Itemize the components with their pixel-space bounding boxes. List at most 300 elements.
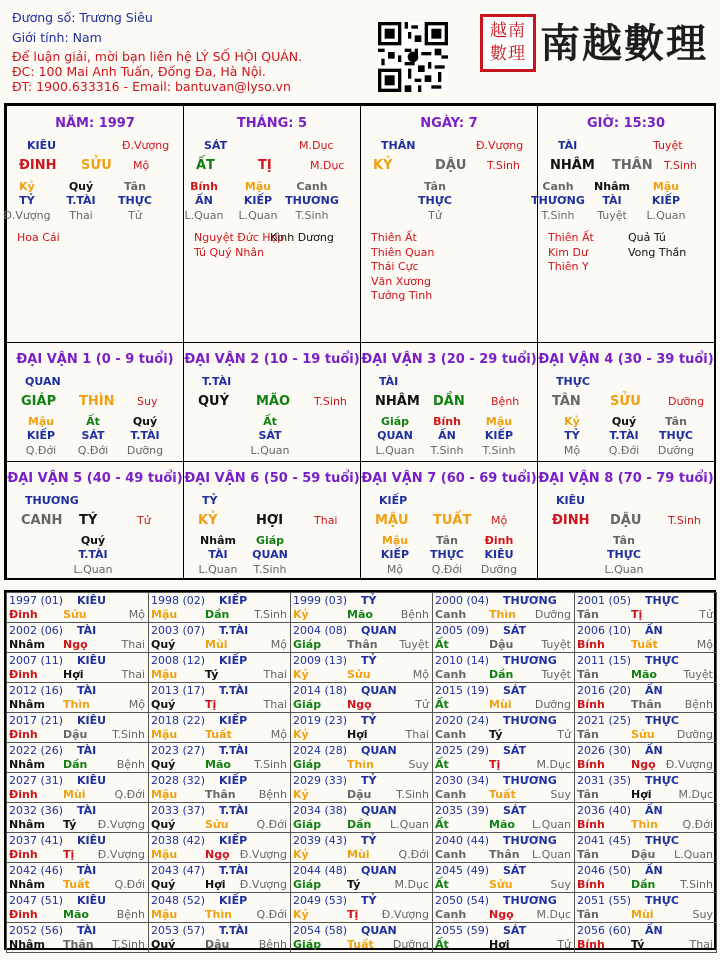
luck-hidden-state: T.Sinh bbox=[253, 563, 287, 576]
year-god: KIẾP bbox=[219, 774, 248, 787]
year-branch: Tị bbox=[347, 908, 359, 921]
year-stem: Nhâm bbox=[9, 638, 45, 651]
year-stem: Bính bbox=[577, 938, 605, 951]
year-label: 2008 (12) bbox=[151, 654, 206, 667]
year-state: Đ.Vượng bbox=[239, 848, 287, 861]
year-god: KIẾP bbox=[219, 594, 248, 607]
year-branch: Ngọ bbox=[63, 638, 88, 651]
luck-state: Tử bbox=[137, 514, 151, 527]
luck-stem: GIÁP bbox=[21, 394, 57, 409]
year-cell bbox=[148, 862, 291, 893]
year-stem: Canh bbox=[435, 848, 467, 861]
luck-title: ĐẠI VẬN 8 (70 - 79 tuổi) bbox=[538, 471, 714, 486]
year-branch: Ngọ bbox=[205, 848, 230, 861]
year-state: M.Dục bbox=[678, 788, 713, 801]
year-god: ẤN bbox=[645, 744, 663, 757]
year-god: TỶ bbox=[361, 894, 377, 907]
year-label: 2048 (52) bbox=[151, 894, 206, 907]
year-god: T.TÀI bbox=[219, 684, 249, 697]
year-stem: Kỷ bbox=[293, 728, 309, 741]
star-name: Thiên Ất bbox=[548, 231, 594, 244]
pillar-title: THÁNG: 5 bbox=[236, 116, 308, 131]
year-state: Dưỡng bbox=[534, 608, 571, 621]
year-branch: Dần bbox=[631, 878, 656, 891]
luck-hidden-stem: Kỷ bbox=[564, 415, 580, 428]
year-stem: Quý bbox=[151, 698, 176, 711]
earthly-branch: SỬU bbox=[81, 158, 112, 173]
year-state: Bệnh bbox=[116, 758, 145, 771]
year-stem: Giáp bbox=[293, 818, 322, 831]
year-stem: Mậu bbox=[151, 608, 178, 621]
hidden-stem-god: THỰC bbox=[118, 194, 152, 207]
year-branch: Hợi bbox=[631, 788, 652, 801]
year-state: Dưỡng bbox=[392, 938, 429, 951]
year-stem: Đinh bbox=[9, 608, 38, 621]
pillar-title: NĂM: 1997 bbox=[55, 116, 135, 131]
hidden-stem: Nhâm bbox=[594, 180, 630, 193]
year-state: Suy bbox=[692, 908, 713, 921]
year-branch: Ngọ bbox=[347, 698, 372, 711]
year-label: 2021 (25) bbox=[577, 714, 632, 727]
year-branch: Sửu bbox=[63, 608, 87, 621]
year-branch: Mùi bbox=[63, 788, 86, 801]
year-stem: Ất bbox=[435, 698, 449, 711]
year-cell bbox=[6, 922, 149, 953]
year-cell bbox=[290, 622, 433, 653]
year-state: M.Dục bbox=[536, 758, 571, 771]
growth-stage: Mộ bbox=[133, 159, 150, 172]
star-list bbox=[371, 231, 434, 304]
luck-stem: NHÂM bbox=[375, 394, 420, 409]
year-label: 2034 (38) bbox=[293, 804, 348, 817]
year-branch: Tuất bbox=[631, 638, 658, 651]
hidden-stem-god: THƯƠNG bbox=[285, 194, 339, 207]
year-god: THỰC bbox=[645, 774, 679, 787]
year-god: THỰC bbox=[645, 594, 679, 607]
luck-hidden-god: KIẾP bbox=[26, 429, 56, 442]
year-cell bbox=[290, 712, 433, 743]
heavenly-stem: KỶ bbox=[373, 158, 393, 173]
year-god: TỶ bbox=[361, 834, 377, 847]
year-label: 2018 (22) bbox=[151, 714, 206, 727]
luck-hidden-god: QUAN bbox=[377, 429, 413, 442]
year-state: Thai bbox=[263, 698, 287, 711]
year-state: Mộ bbox=[128, 698, 145, 711]
year-state: Thai bbox=[121, 638, 145, 651]
pillar-cell bbox=[183, 105, 361, 343]
year-state: T.Sinh bbox=[112, 728, 145, 741]
year-state: Thai bbox=[689, 938, 713, 951]
year-branch: Tuất bbox=[205, 728, 232, 741]
year-label: 2054 (58) bbox=[293, 924, 348, 937]
luck-hidden-state: L.Quan bbox=[250, 444, 290, 457]
pillar-title: GIỜ: 15:30 bbox=[587, 116, 665, 131]
year-god: ẤN bbox=[645, 924, 663, 937]
year-stem: Nhâm bbox=[9, 818, 45, 831]
year-stem: Tân bbox=[577, 728, 599, 741]
luck-branch: TÝ bbox=[79, 513, 98, 528]
year-label: 2027 (31) bbox=[9, 774, 64, 787]
luck-hidden-stem: Mậu bbox=[381, 534, 409, 547]
year-label: 2043 (47) bbox=[151, 864, 206, 877]
year-stem: Bính bbox=[577, 818, 605, 831]
luck-state: Bệnh bbox=[491, 395, 520, 408]
year-label: 1999 (03) bbox=[293, 594, 348, 607]
luck-branch: THÌN bbox=[79, 394, 115, 409]
year-label: 2023 (27) bbox=[151, 744, 206, 757]
star-name: Thiên Quan bbox=[371, 245, 435, 259]
year-branch: Mùi bbox=[489, 698, 512, 711]
luck-pillar-cell bbox=[537, 342, 715, 462]
luck-branch: DẦN bbox=[433, 394, 465, 409]
luck-stem: MẬU bbox=[375, 513, 409, 528]
year-god: TỶ bbox=[361, 654, 377, 667]
hidden-stem: Bính bbox=[190, 180, 218, 193]
hidden-stem: Mậu bbox=[244, 180, 272, 193]
year-label: 2045 (49) bbox=[435, 864, 490, 877]
year-branch: Dậu bbox=[489, 638, 514, 651]
year-branch: Tuất bbox=[63, 878, 90, 891]
luck-hidden-state: L.Quan bbox=[198, 563, 238, 576]
year-label: 2012 (16) bbox=[9, 684, 64, 697]
year-branch: Tị bbox=[489, 758, 501, 771]
star-name: Tú Quý Nhân bbox=[194, 245, 265, 259]
luck-hidden-state: Mộ bbox=[386, 563, 404, 576]
year-label: 2017 (21) bbox=[9, 714, 64, 727]
year-branch: Thìn bbox=[205, 908, 232, 921]
year-stem: Canh bbox=[435, 908, 467, 921]
year-branch: Hợi bbox=[63, 668, 84, 681]
year-cell bbox=[432, 832, 575, 863]
year-stem: Nhâm bbox=[9, 758, 45, 771]
year-label: 2009 (13) bbox=[293, 654, 348, 667]
year-god: KIẾP bbox=[219, 714, 248, 727]
year-cell bbox=[432, 772, 575, 803]
year-stem: Ất bbox=[435, 638, 449, 651]
year-branch: Dần bbox=[205, 608, 230, 621]
year-label: 2042 (46) bbox=[9, 864, 64, 877]
luck-hidden-god: TỶ bbox=[564, 429, 580, 442]
luck-pillar-cell bbox=[537, 461, 715, 579]
year-stem: Ất bbox=[435, 878, 449, 891]
year-god: SÁT bbox=[503, 864, 527, 877]
year-branch: Thân bbox=[631, 698, 662, 711]
year-state: Mộ bbox=[696, 638, 713, 651]
year-branch: Tị bbox=[63, 848, 75, 861]
year-cell bbox=[432, 802, 575, 833]
luck-title: ĐẠI VẬN 7 (60 - 69 tuổi) bbox=[361, 471, 537, 486]
luck-state: Suy bbox=[137, 395, 158, 408]
luck-title: ĐẠI VẬN 6 (50 - 59 tuổi) bbox=[184, 471, 360, 486]
year-stem: Nhâm bbox=[9, 698, 45, 711]
year-stem: Mậu bbox=[151, 788, 178, 801]
year-label: 2033 (37) bbox=[151, 804, 206, 817]
year-cell bbox=[290, 772, 433, 803]
address-line: ĐC: 100 Mai Anh Tuấn, Đống Đa, Hà Nội. bbox=[12, 64, 266, 79]
year-cell bbox=[574, 892, 717, 923]
year-cell bbox=[6, 862, 149, 893]
year-cell bbox=[574, 592, 717, 623]
luck-hidden-god: QUAN bbox=[252, 548, 288, 561]
year-stem: Giáp bbox=[293, 878, 322, 891]
luck-god: TỶ bbox=[202, 494, 218, 507]
year-branch: Mão bbox=[347, 608, 373, 621]
luck-state: T.Sinh bbox=[668, 514, 701, 527]
luck-pillar-cell bbox=[360, 461, 538, 579]
year-cell bbox=[432, 682, 575, 713]
pillars-chart bbox=[4, 103, 716, 580]
year-cell bbox=[574, 712, 717, 743]
pillar-title: NGÀY: 7 bbox=[420, 116, 478, 131]
luck-hidden-god: TÀI bbox=[208, 548, 228, 561]
year-cell bbox=[290, 682, 433, 713]
year-god: ẤN bbox=[645, 624, 663, 637]
year-god: THƯƠNG bbox=[503, 654, 557, 667]
year-god: THỰC bbox=[645, 894, 679, 907]
year-god: SÁT bbox=[503, 744, 527, 757]
hidden-stem-god: THƯƠNG bbox=[531, 194, 585, 207]
luck-hidden-state: T.Sinh bbox=[482, 444, 516, 457]
year-stem: Canh bbox=[435, 788, 467, 801]
year-cell bbox=[148, 652, 291, 683]
year-god: THƯƠNG bbox=[503, 774, 557, 787]
hidden-stem-god: TỶ bbox=[19, 194, 35, 207]
year-cell bbox=[148, 742, 291, 773]
year-cell bbox=[574, 652, 717, 683]
luck-hidden-stem: Tân bbox=[665, 415, 687, 428]
luck-hidden-god: SÁT bbox=[258, 429, 282, 442]
year-god: KIÊU bbox=[77, 654, 107, 667]
year-state: Suy bbox=[550, 878, 571, 891]
year-god: QUAN bbox=[361, 684, 397, 697]
year-branch: Thân bbox=[489, 848, 520, 861]
year-label: 2010 (14) bbox=[435, 654, 490, 667]
pillar-cell bbox=[531, 105, 715, 343]
growth-stage: M.Dục bbox=[310, 159, 345, 172]
year-cell bbox=[148, 622, 291, 653]
year-label: 2030 (34) bbox=[435, 774, 490, 787]
year-god: KIẾP bbox=[219, 654, 248, 667]
heavenly-stem: NHÂM bbox=[550, 158, 595, 173]
year-label: 2020 (24) bbox=[435, 714, 490, 727]
year-cell bbox=[6, 712, 149, 743]
year-label: 2049 (53) bbox=[293, 894, 348, 907]
luck-hidden-state: T.Sinh bbox=[430, 444, 464, 457]
year-cell bbox=[432, 592, 575, 623]
luck-title: ĐẠI VẬN 4 (30 - 39 tuổi) bbox=[538, 352, 714, 367]
year-cell bbox=[148, 592, 291, 623]
year-label: 2001 (05) bbox=[577, 594, 632, 607]
year-label: 1997 (01) bbox=[9, 594, 64, 607]
luck-hidden-state: Q.Đới bbox=[25, 444, 57, 457]
year-cell bbox=[148, 772, 291, 803]
luck-hidden-state: L.Quan bbox=[375, 444, 415, 457]
year-cell bbox=[6, 832, 149, 863]
earthly-branch: DẬU bbox=[435, 158, 467, 173]
year-god: T.TÀI bbox=[219, 864, 249, 877]
year-cell bbox=[148, 712, 291, 743]
year-state: Đ.Vượng bbox=[239, 878, 287, 891]
year-branch: Thìn bbox=[347, 758, 374, 771]
year-state: Mộ bbox=[270, 728, 287, 741]
year-cell bbox=[6, 652, 149, 683]
year-stem: Kỷ bbox=[293, 608, 309, 621]
hidden-stem: Mậu bbox=[652, 180, 680, 193]
year-branch: Thìn bbox=[631, 818, 658, 831]
year-stem: Giáp bbox=[293, 698, 322, 711]
year-label: 2046 (50) bbox=[577, 864, 632, 877]
year-god: THỰC bbox=[645, 714, 679, 727]
year-state: Bệnh bbox=[258, 788, 287, 801]
year-branch: Mão bbox=[205, 758, 231, 771]
year-label: 2047 (51) bbox=[9, 894, 64, 907]
year-stem: Quý bbox=[151, 938, 176, 951]
luck-hidden-stem: Tân bbox=[613, 534, 635, 547]
year-state: Tử bbox=[415, 698, 429, 711]
growth-stage: T.Sinh bbox=[487, 159, 520, 172]
luck-branch: TUẤT bbox=[433, 513, 472, 528]
year-stem: Ất bbox=[435, 938, 449, 951]
star-name: Vong Thần bbox=[628, 245, 687, 259]
year-branch: Dậu bbox=[631, 848, 656, 861]
luck-hidden-god: KIẾP bbox=[484, 429, 514, 442]
year-state: Suy bbox=[408, 758, 429, 771]
year-cell bbox=[432, 742, 575, 773]
year-branch: Thìn bbox=[63, 698, 90, 711]
year-state: L.Quan bbox=[390, 818, 429, 831]
year-label: 2022 (26) bbox=[9, 744, 64, 757]
luck-hidden-stem: Tân bbox=[436, 534, 458, 547]
luck-god: THỰC bbox=[556, 375, 590, 388]
year-cell bbox=[290, 832, 433, 863]
luck-hidden-state: L.Quan bbox=[73, 563, 113, 576]
year-stem: Kỷ bbox=[293, 848, 309, 861]
star-list-2 bbox=[628, 231, 686, 260]
year-stem: Bính bbox=[577, 638, 605, 651]
year-state: Tử bbox=[557, 728, 571, 741]
brand-logo: 南越數理 bbox=[540, 20, 708, 67]
luck-hidden-state: L.Quan bbox=[604, 563, 644, 576]
luck-hidden-state: Dưỡng bbox=[657, 444, 695, 457]
luck-god: TÀI bbox=[379, 375, 399, 388]
year-state: Tuyệt bbox=[683, 668, 713, 681]
year-cell bbox=[574, 802, 717, 833]
year-god: THƯƠNG bbox=[503, 714, 557, 727]
star-name: Thiên Ất bbox=[371, 231, 417, 244]
year-branch: Thìn bbox=[489, 608, 516, 621]
year-god: QUAN bbox=[361, 744, 397, 757]
luck-god: KIÊU bbox=[556, 494, 586, 507]
year-state: Suy bbox=[550, 788, 571, 801]
year-cell bbox=[432, 652, 575, 683]
year-branch: Dần bbox=[489, 668, 514, 681]
luck-title: ĐẠI VẬN 1 (0 - 9 tuổi) bbox=[16, 352, 174, 367]
year-state: T.Sinh bbox=[396, 788, 429, 801]
year-cell bbox=[290, 592, 433, 623]
star-name: Thiên Y bbox=[548, 260, 589, 273]
year-state: Thai bbox=[263, 668, 287, 681]
year-god: ẤN bbox=[645, 864, 663, 877]
year-god: KIÊU bbox=[77, 594, 107, 607]
year-branch: Sửu bbox=[205, 818, 229, 831]
hidden-stem-god: T.TÀI bbox=[66, 194, 96, 207]
year-state: T.Sinh bbox=[254, 758, 287, 771]
luck-hidden-god: THỰC bbox=[659, 429, 693, 442]
luck-branch: SỬU bbox=[610, 394, 641, 409]
hidden-stem-state: L.Quan bbox=[238, 209, 278, 222]
year-label: 2016 (20) bbox=[577, 684, 632, 697]
year-branch: Sửu bbox=[347, 668, 371, 681]
year-branch: Dậu bbox=[347, 788, 372, 801]
year-god: SÁT bbox=[503, 624, 527, 637]
luck-branch: DẬU bbox=[610, 513, 642, 528]
luck-hidden-god: T.TÀI bbox=[78, 548, 108, 561]
year-label: 2053 (57) bbox=[151, 924, 206, 937]
luck-state: T.Sinh bbox=[314, 395, 347, 408]
year-cell bbox=[148, 892, 291, 923]
year-stem: Tân bbox=[577, 608, 599, 621]
year-stem: Đinh bbox=[9, 668, 38, 681]
star-name: Nguyệt Đức Hợp bbox=[194, 231, 285, 244]
phone-email-line[interactable]: ĐT: 1900.633316 - Email: bantuvan@lyso.vn bbox=[12, 79, 291, 94]
subject-gender: Giới tính: Nam bbox=[12, 30, 102, 45]
year-cell bbox=[148, 682, 291, 713]
hidden-stem: Tân bbox=[424, 180, 446, 193]
year-state: Đ.Vượng bbox=[381, 908, 429, 921]
year-god: TỶ bbox=[361, 714, 377, 727]
luck-hidden-state: Q.Đới bbox=[77, 444, 109, 457]
year-label: 2037 (41) bbox=[9, 834, 64, 847]
year-branch: Hợi bbox=[489, 938, 510, 951]
year-god: TÀI bbox=[77, 804, 97, 817]
star-name: Kình Dương bbox=[270, 231, 334, 244]
luck-hidden-stem: Quý bbox=[611, 415, 637, 428]
year-stem: Quý bbox=[151, 638, 176, 651]
year-label: 2013 (17) bbox=[151, 684, 206, 697]
star-list-2 bbox=[270, 231, 334, 246]
year-state: L.Quan bbox=[532, 848, 571, 861]
year-label: 2007 (11) bbox=[9, 654, 64, 667]
luck-stem: TÂN bbox=[552, 394, 581, 409]
year-stem: Ất bbox=[435, 818, 449, 831]
year-stem: Giáp bbox=[293, 938, 322, 951]
luck-title: ĐẠI VẬN 5 (40 - 49 tuổi) bbox=[7, 471, 183, 486]
year-branch: Ngọ bbox=[489, 908, 514, 921]
year-cell bbox=[6, 742, 149, 773]
year-stem: Mậu bbox=[151, 908, 178, 921]
luck-state: Mộ bbox=[491, 514, 508, 527]
hidden-stem: Kỷ bbox=[19, 180, 35, 193]
year-god: T.TÀI bbox=[219, 744, 249, 757]
luck-stem: QUÝ bbox=[198, 394, 230, 409]
stem-god: THÂN bbox=[381, 139, 416, 152]
year-state: Q.Đới bbox=[256, 818, 287, 831]
hidden-stem-god: ẤN bbox=[195, 194, 213, 207]
year-label: 2052 (56) bbox=[9, 924, 64, 937]
star-name: Hoa Cái bbox=[17, 231, 60, 244]
year-stem: Đinh bbox=[9, 788, 38, 801]
luck-hidden-state: Q.Đới bbox=[431, 563, 463, 576]
star-name: Tướng Tinh bbox=[371, 289, 433, 302]
hidden-stem: Canh bbox=[542, 180, 574, 193]
luck-pillar-cell bbox=[6, 461, 184, 579]
year-label: 2003 (07) bbox=[151, 624, 206, 637]
luck-hidden-stem: Bính bbox=[433, 415, 461, 428]
year-branch: Tý bbox=[489, 728, 503, 741]
hidden-stem-god: KIẾP bbox=[243, 194, 273, 207]
luck-god: THƯƠNG bbox=[25, 494, 79, 507]
year-label: 2029 (33) bbox=[293, 774, 348, 787]
